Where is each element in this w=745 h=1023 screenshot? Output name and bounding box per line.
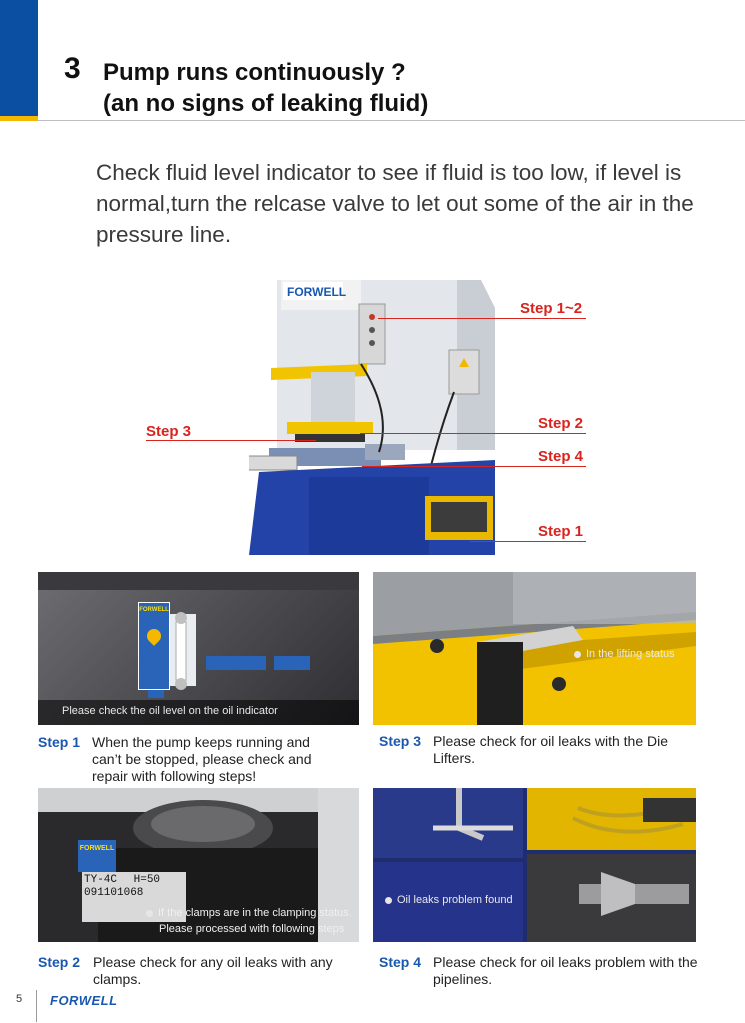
machine-drawing	[249, 272, 495, 555]
oil-indicator-caption: Please check the oil level on the oil indicator	[62, 705, 278, 717]
photo-pipelines	[373, 788, 696, 942]
clamp-h: H=50	[133, 874, 161, 886]
pipeline-drawing	[373, 788, 696, 942]
photo-clamps	[38, 788, 359, 942]
footer-logo: FORWELL	[50, 993, 118, 1008]
header-rule	[38, 120, 745, 121]
step-2-text: Please check for any oil leaks with any clamps.	[93, 954, 333, 987]
step-4-text: Please check for oil leaks problem with the pipelines.	[433, 954, 698, 987]
bullet-dot-icon	[385, 897, 392, 904]
section-number: 3	[64, 52, 81, 85]
clamp-caption-line-1: If the clamps are in the clamping status.	[158, 907, 352, 919]
section-title	[103, 57, 428, 119]
clamp-plate	[84, 874, 184, 900]
oil-indicator-drawing	[38, 572, 359, 725]
lifting-status-caption	[574, 648, 675, 660]
pipeline-caption	[385, 894, 513, 906]
clamp-badge	[78, 840, 116, 872]
step-1-tag: Step 1	[38, 734, 81, 750]
machine-brand-logo: FORWELL	[287, 285, 347, 299]
step-3-tag: Step 3	[379, 733, 422, 749]
header-blue-bar	[0, 0, 38, 116]
clamp-model: TY-4C	[84, 874, 118, 886]
forwell-badge	[138, 602, 170, 690]
oil-drop-icon	[144, 626, 164, 646]
step-3-text: Please check for oil leaks with the Die Lifters.	[433, 733, 668, 766]
photo-oil-indicator	[38, 572, 359, 725]
footer-divider	[36, 990, 37, 1022]
header-yellow-bar	[0, 116, 38, 121]
clamp-caption	[146, 905, 352, 937]
clamp-caption-line-2: Please processed with following steps	[159, 923, 345, 935]
photo-die-lifters	[373, 572, 696, 725]
callout-step-1: Step 1	[538, 523, 584, 540]
callout-line-step-1-2	[378, 318, 586, 319]
page-number: 5	[16, 993, 23, 1005]
bullet-dot-icon	[574, 651, 581, 658]
clamp-badge-text: FORWELL	[79, 845, 115, 852]
section-title-line-2: (an no signs of leaking fluid)	[103, 90, 429, 117]
section-title-line-1: Pump runs continuously ?	[103, 59, 406, 86]
intro-paragraph: Check fluid level indicator to see if fluid is too low, if level is normal,turn the relcase valve to let out some of the air in the pressure line.	[96, 160, 694, 247]
step-2-tag: Step 2	[38, 954, 81, 970]
callout-step-2: Step 2	[538, 415, 584, 432]
callout-step-4: Step 4	[538, 448, 584, 465]
callout-line-step-4	[362, 466, 586, 467]
lifting-status-text: In the lifting status	[586, 648, 675, 660]
bullet-dot-icon	[146, 910, 153, 917]
callout-line-step-3	[146, 440, 316, 441]
forwell-badge-text: FORWELL	[139, 607, 169, 613]
callout-step-1-2: Step 1~2	[520, 300, 583, 317]
pipeline-caption-text: Oil leaks problem found	[397, 894, 513, 906]
machine-illustration	[249, 272, 495, 555]
callout-step-3: Step 3	[146, 423, 192, 440]
clamp-serial: 091101068	[84, 887, 144, 899]
callout-line-step-2	[360, 433, 586, 434]
step-1-text: When the pump keeps running and can’t be stopped, please check and repair with following steps!	[92, 734, 312, 784]
callout-line-step-1	[470, 541, 586, 542]
step-4-tag: Step 4	[379, 954, 422, 970]
